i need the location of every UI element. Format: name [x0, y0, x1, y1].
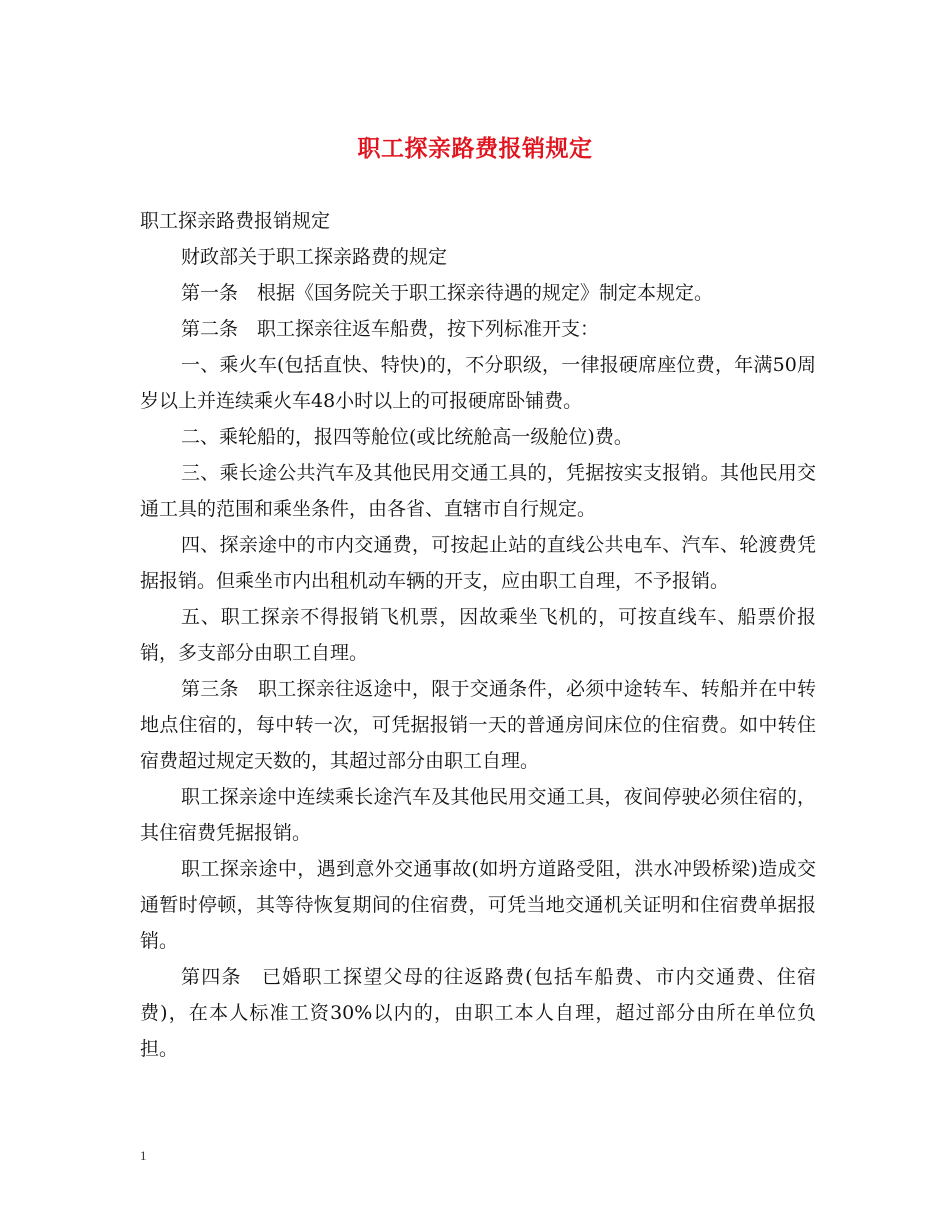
page-number: 1 [140, 1148, 147, 1163]
paragraph-article-1: 第一条 根据《国务院关于职工探亲待遇的规定》制定本规定。 [181, 282, 714, 304]
paragraph-item-4: 四、探亲途中的市内交通费，可按起止站的直线公共电车、汽车、轮渡费凭据报销。但乘坐市内出租机动车辆的开支，应由职工自理，不予报销。 [140, 534, 816, 592]
paragraph-subtitle: 财政部关于职工探亲路费的规定 [181, 246, 448, 268]
paragraph-item-5: 五、职工探亲不得报销飞机票，因故乘坐飞机的，可按直线车、船票价报销，多支部分由职工自理。 [140, 606, 816, 664]
paragraph-article-3-cont-1: 职工探亲途中连续乘长途汽车及其他民用交通工具，夜间停驶必须住宿的，其住宿费凭据报销。 [140, 786, 816, 844]
paragraph-article-2: 第二条 职工探亲往返车船费，按下列标准开支： [181, 318, 600, 340]
paragraph-heading: 职工探亲路费报销规定 [140, 210, 331, 232]
paragraph-article-3-cont-2: 职工探亲途中，遇到意外交通事故(如坍方道路受阻，洪水冲毁桥梁)造成交通暂时停顿，其等待恢复期间的住宿费，可凭当地交通机关证明和住宿费单据报销。 [140, 858, 816, 952]
paragraph-item-3: 三、乘长途公共汽车及其他民用交通工具的，凭据按实支报销。其他民用交通工具的范围和乘坐条件，由各省、直辖市自行规定。 [140, 462, 816, 520]
paragraph-article-3: 第三条 职工探亲往返途中，限于交通条件，必须中途转车、转船并在中转地点住宿的，每中转一次，可凭据报销一天的普通房间床位的住宿费。如中转住宿费超过规定天数的，其超过部分由职工自理。 [140, 678, 816, 772]
paragraph-article-4: 第四条 已婚职工探望父母的往返路费(包括车船费、市内交通费、住宿费)，在本人标准工资30%以内的，由职工本人自理，超过部分由所在单位负担。 [140, 966, 816, 1060]
paragraph-item-1: 一、乘火车(包括直快、特快)的，不分职级，一律报硬席座位费，年满50周岁以上并连续乘火车48小时以上的可报硬席卧铺费。 [140, 354, 816, 412]
document-title: 职工探亲路费报销规定 [357, 135, 593, 162]
document-body [140, 203, 816, 1067]
paragraph-item-2: 二、乘轮船的，报四等舱位(或比统舱高一级舱位)费。 [181, 426, 633, 448]
